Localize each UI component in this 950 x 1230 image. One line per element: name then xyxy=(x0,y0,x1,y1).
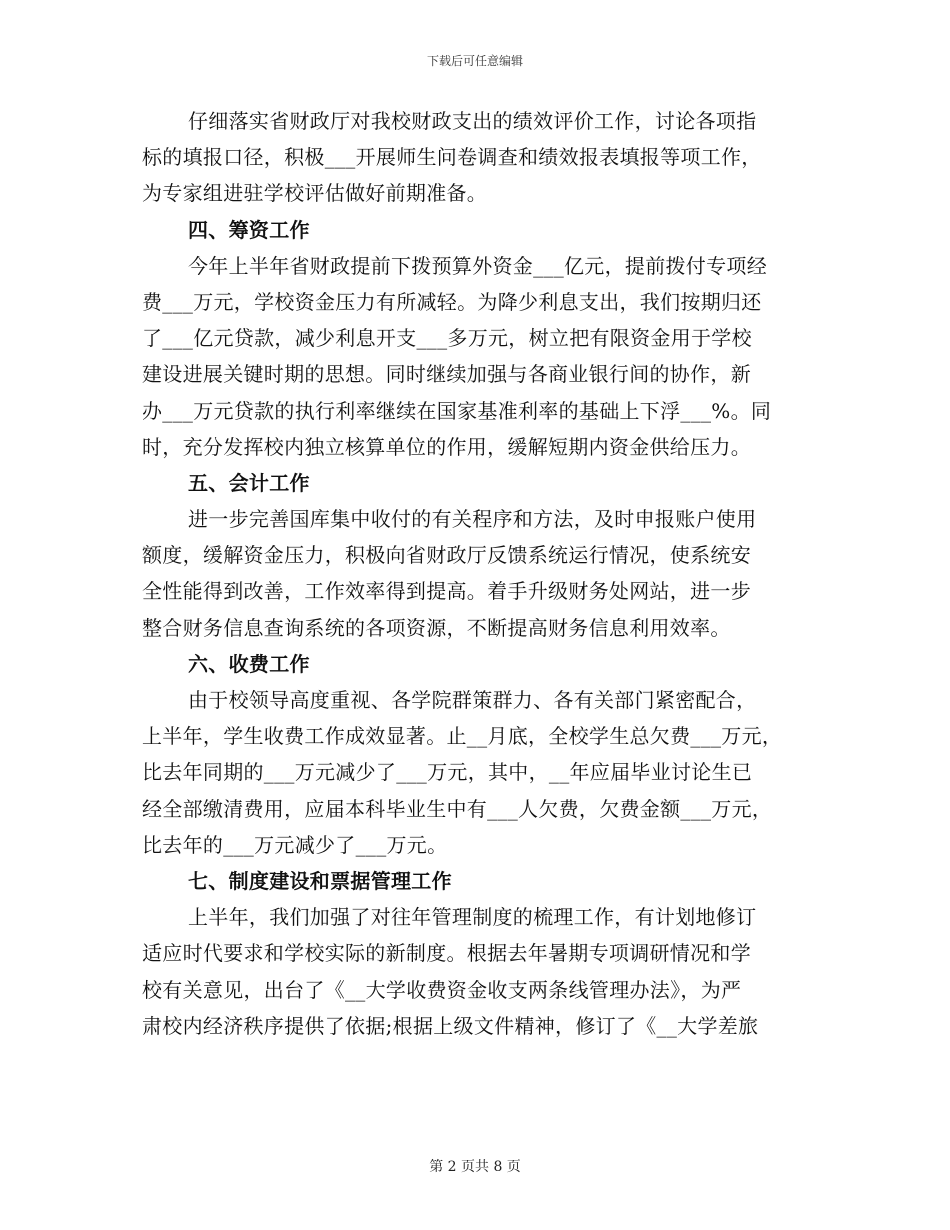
body-text-line: 经全部缴清费用，应届本科毕业生中有___人欠费，欠费金额___万元， xyxy=(142,796,773,821)
body-text-line: 今年上半年省财政提前下拨预算外资金___亿元，提前拨付专项经 xyxy=(188,253,767,278)
body-text-line: 为专家组进驻学校评估做好前期准备。 xyxy=(142,181,488,206)
body-text-line: 适应时代要求和学校实际的新制度。根据去年暑期专项调研情况和学 xyxy=(142,941,751,966)
body-text-line: 办___万元贷款的执行利率继续在国家基准利率的基础上下浮___%。同 xyxy=(142,398,772,423)
body-text-line: 上半年，我们加强了对往年管理制度的梳理工作，有计划地修订 xyxy=(188,905,757,930)
body-text-line: 了___亿元贷款，减少利息开支___多万元，树立把有限资金用于学校 xyxy=(142,326,752,351)
body-text-line: 建设进展关键时期的思想。同时继续加强与各商业银行间的协作，新 xyxy=(142,362,751,387)
page-footer: 第 2 页共 8 页 xyxy=(429,1159,521,1175)
section-heading: 四、筹资工作 xyxy=(188,217,310,242)
body-text-line: 费___万元，学校资金压力有所减轻。为降少利息支出，我们按期归还 xyxy=(142,289,762,314)
body-text-line: 比去年同期的___万元减少了___万元，其中，__年应届毕业讨论生已 xyxy=(142,760,753,785)
body-text-line: 比去年的___万元减少了___万元。 xyxy=(142,832,448,857)
body-text-line: 标的填报口径，积极___开展师生问卷调查和绩效报表填报等项工作， xyxy=(142,145,762,170)
page-header-note: 下载后可任意编辑 xyxy=(426,54,523,68)
body-text-line: 肃校内经济秩序提供了依据;根据上级文件精神，修订了《__大学差旅 xyxy=(142,1013,759,1038)
section-heading: 七、制度建设和票据管理工作 xyxy=(188,868,452,893)
body-text-line: 由于校领导高度重视、各学院群策群力、各有关部门紧密配合， xyxy=(188,688,757,712)
body-text-line: 整合财务信息查询系统的各项资源，不断提高财务信息利用效率。 xyxy=(142,615,731,640)
section-heading: 六、收费工作 xyxy=(188,651,310,676)
section-heading: 五、会计工作 xyxy=(188,470,310,495)
body-text-line: 仔细落实省财政厅对我校财政支出的绩效评价工作，讨论各项指 xyxy=(188,109,757,133)
body-text-line: 额度，缓解资金压力，积极向省财政厅反馈系统运行情况，使系统安 xyxy=(142,543,751,568)
body-text-line: 上半年，学生收费工作成效显著。止__月底，全校学生总欠费___万元， xyxy=(142,724,783,749)
body-text-line: 校有关意见，出台了《__大学收费资金收支两条线管理办法》，为严 xyxy=(142,977,742,1002)
body-text-line: 全性能得到改善，工作效率得到提高。着手升级财务处网站，进一步 xyxy=(142,579,751,604)
document-body xyxy=(142,103,832,1044)
body-text-line: 时，充分发挥校内独立核算单位的作用，缓解短期内资金供给压力。 xyxy=(142,434,751,459)
body-text-line: 进一步完善国库集中收付的有关程序和方法，及时申报账户使用 xyxy=(188,507,757,532)
